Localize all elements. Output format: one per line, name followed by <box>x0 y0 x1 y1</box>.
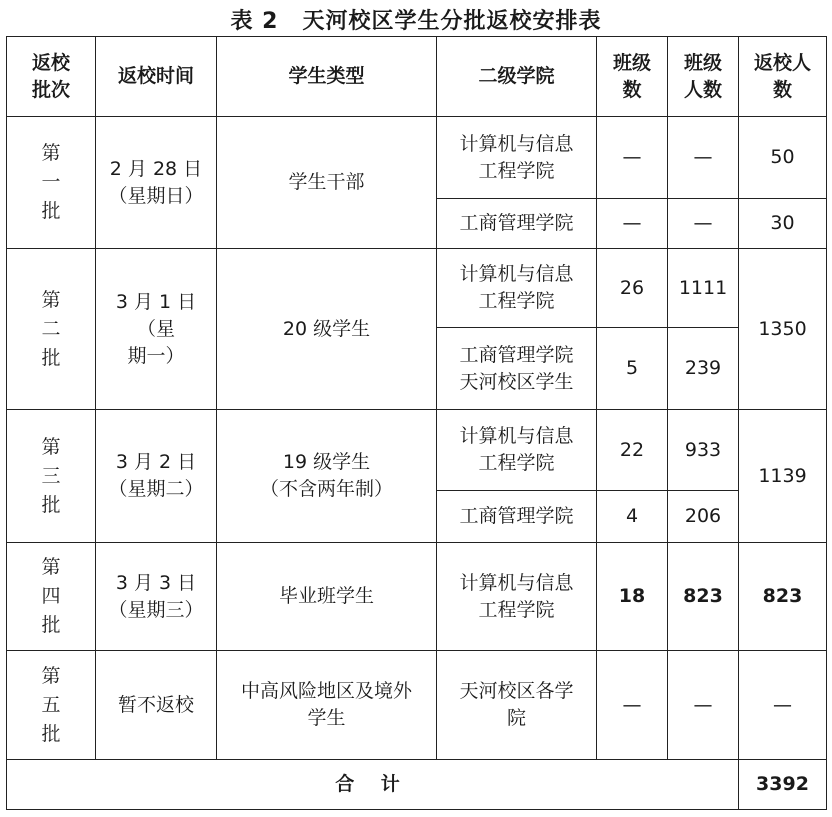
table-row <box>7 249 827 328</box>
batch-cell: 第 四 批 <box>7 543 96 651</box>
table-row <box>7 410 827 491</box>
time-cell: 暂不返校 <box>96 651 217 760</box>
returnees-cell: 823 <box>739 543 827 651</box>
return-schedule-table <box>6 36 827 810</box>
classes-cell: 22 <box>597 410 668 491</box>
classes-cell: — <box>597 651 668 760</box>
type-cell: 学生干部 <box>217 117 437 249</box>
college-cell: 计算机与信息 工程学院 <box>437 249 597 328</box>
classes-cell: 5 <box>597 328 668 410</box>
table-title <box>0 4 832 35</box>
table-number: 表 2 <box>230 9 279 34</box>
type-cell: 毕业班学生 <box>217 543 437 651</box>
students-cell: — <box>668 199 739 249</box>
students-cell: 933 <box>668 410 739 491</box>
students-cell: 206 <box>668 491 739 543</box>
college-cell: 工商管理学院 <box>437 199 597 249</box>
college-cell: 工商管理学院 <box>437 491 597 543</box>
classes-cell: 4 <box>597 491 668 543</box>
header-returnees: 返校人 数 <box>739 37 827 117</box>
college-cell: 天河校区各学 院 <box>437 651 597 760</box>
batch-cell: 第 三 批 <box>7 410 96 543</box>
table-title-text: 天河校区学生分批返校安排表 <box>302 9 602 34</box>
college-cell: 计算机与信息 工程学院 <box>437 543 597 651</box>
type-cell: 19 级学生 （不含两年制） <box>217 410 437 543</box>
type-cell: 20 级学生 <box>217 249 437 410</box>
returnees-cell: — <box>739 651 827 760</box>
classes-cell: — <box>597 117 668 199</box>
batch-cell: 第 一 批 <box>7 117 96 249</box>
header-classes: 班级 数 <box>597 37 668 117</box>
students-cell: 823 <box>668 543 739 651</box>
header-time: 返校时间 <box>96 37 217 117</box>
college-cell: 计算机与信息 工程学院 <box>437 410 597 491</box>
returnees-cell: 30 <box>739 199 827 249</box>
batch-cell: 第 二 批 <box>7 249 96 410</box>
returnees-cell: 1350 <box>739 249 827 410</box>
students-cell: 239 <box>668 328 739 410</box>
table-row <box>7 543 827 651</box>
table-row <box>7 651 827 760</box>
college-cell: 计算机与信息 工程学院 <box>437 117 597 199</box>
students-cell: 1111 <box>668 249 739 328</box>
returnees-cell: 1139 <box>739 410 827 543</box>
time-cell: 2 月 28 日 （星期日） <box>96 117 217 249</box>
header-row <box>7 37 827 117</box>
college-cell: 工商管理学院 天河校区学生 <box>437 328 597 410</box>
students-cell: — <box>668 117 739 199</box>
classes-cell: 18 <box>597 543 668 651</box>
type-cell: 中高风险地区及境外 学生 <box>217 651 437 760</box>
time-cell: 3 月 1 日（星 期一） <box>96 249 217 410</box>
total-row <box>7 760 827 810</box>
students-cell: — <box>668 651 739 760</box>
batch-cell: 第 五 批 <box>7 651 96 760</box>
header-batch: 返校 批次 <box>7 37 96 117</box>
time-cell: 3 月 2 日 （星期二） <box>96 410 217 543</box>
classes-cell: 26 <box>597 249 668 328</box>
header-type: 学生类型 <box>217 37 437 117</box>
classes-cell: — <box>597 199 668 249</box>
total-label: 合 计 <box>7 760 739 810</box>
header-students: 班级 人数 <box>668 37 739 117</box>
returnees-cell: 50 <box>739 117 827 199</box>
header-college: 二级学院 <box>437 37 597 117</box>
time-cell: 3 月 3 日 （星期三） <box>96 543 217 651</box>
table-row <box>7 117 827 199</box>
total-value: 3392 <box>739 760 827 810</box>
